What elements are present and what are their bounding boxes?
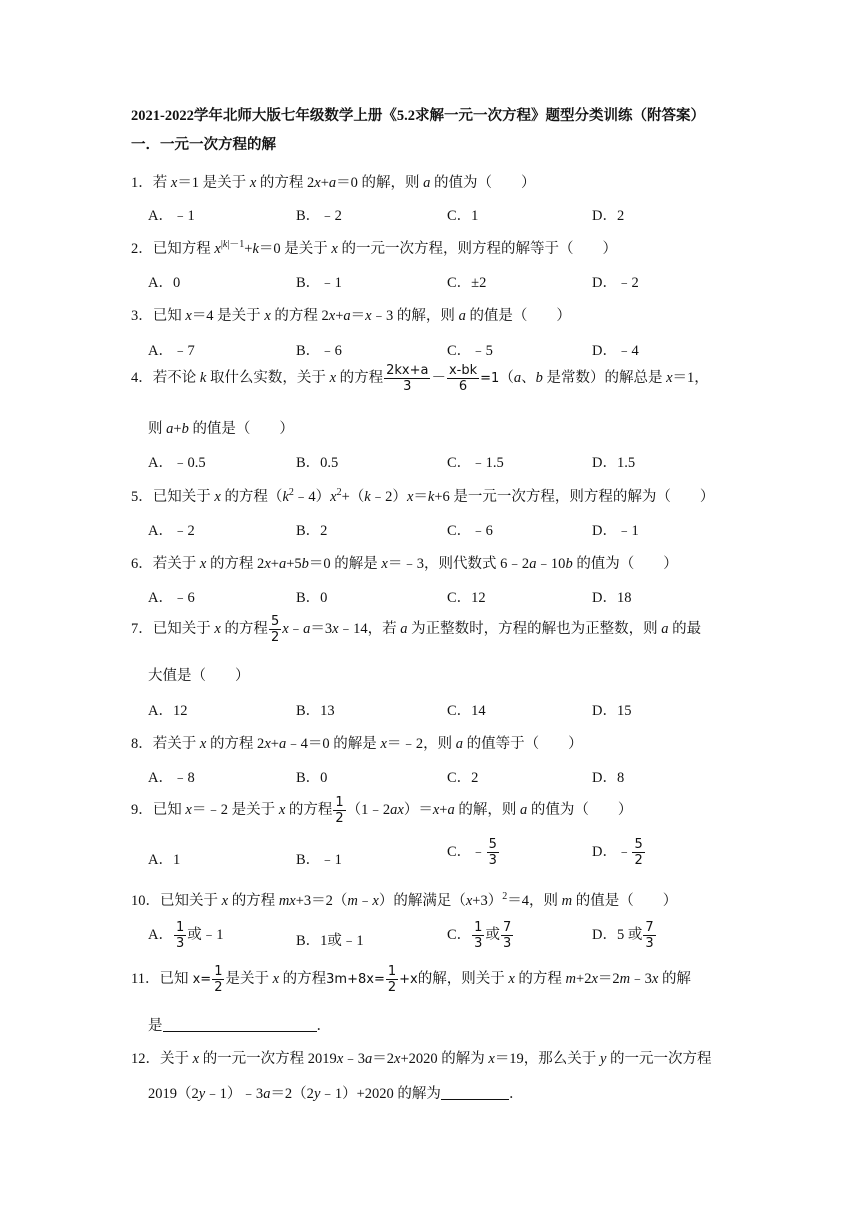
q5-option-a: A．﹣2 — [148, 523, 195, 539]
q4-fraction-1: $\frac{2kx+a}{3}$ — [386, 363, 429, 394]
q8-option-d: D．8 — [592, 770, 625, 786]
question-1: 1．若 x＝1 是关于 x 的方程 2x+a＝0 的解，则 a 的值为（ ） — [131, 175, 536, 191]
q6-option-c: C．12 — [447, 590, 486, 606]
q4-option-c: C．﹣1.5 — [447, 455, 504, 471]
q2-option-c: C．±2 — [447, 275, 487, 291]
question-5: 5．已知关于 x 的方程$(k^2﹣4)x^2+(k﹣2)x=k+6$ 是一元一次方程，则方程的解为（ ） — [131, 487, 715, 505]
q9-option-c: C．﹣ $\frac{5}{3}$ — [447, 837, 497, 868]
question-2: 2．已知方程 $x^{|k|-1}+k=0$ 是关于 x 的一元一次方程，则方程的解等于（ ） — [131, 239, 617, 257]
q5-option-b: B．2 — [296, 523, 328, 539]
question-12-continued: 2019（2y﹣1）﹣3a＝2（2y﹣1）+2020 的解为 ． — [148, 1086, 524, 1102]
question-3: 3．已知 x＝4 是关于 x 的方程 2x+a＝x﹣3 的解，则 a 的值是（ ） — [131, 308, 571, 324]
q6-option-d: D．18 — [592, 590, 632, 606]
q8-option-b: B．0 — [296, 770, 328, 786]
q2-option-b: B．﹣1 — [296, 275, 342, 291]
question-12: 12．关于 x 的一元一次方程 2019x﹣3a＝2x+2020 的解为 x＝19，那么关于 y 的一元一次方程 — [131, 1051, 712, 1067]
q6-option-b: B．0 — [296, 590, 328, 606]
q3-option-c: C．﹣5 — [447, 343, 493, 359]
answer-blank-11[interactable] — [163, 1019, 317, 1032]
q1-option-b: B．﹣2 — [296, 208, 342, 224]
question-7: 7．已知关于 x 的方程 $\frac{5}{2}$ x﹣a＝3x﹣14，若 a 为正整数时，方程的解也为正整数，则 a 的最 — [131, 614, 702, 645]
q2-option-d: D．﹣2 — [592, 275, 639, 291]
q7-fraction: $\frac{5}{2}$ — [270, 614, 280, 645]
q1-option-a: A．﹣1 — [148, 208, 195, 224]
q1-option-c: C．1 — [447, 208, 479, 224]
q3-option-d: D．﹣4 — [592, 343, 639, 359]
q4-option-d: D．1.5 — [592, 455, 636, 471]
q1-option-d: D．2 — [592, 208, 625, 224]
section-heading: 一．一元一次方程的解 — [131, 137, 276, 153]
q3-option-a: A．﹣7 — [148, 343, 195, 359]
q9-fraction: $\frac{1}{2}$ — [335, 795, 344, 826]
q7-option-b: B．13 — [296, 703, 335, 719]
q4-option-b: B．0.5 — [296, 455, 339, 471]
q7-option-c: C．14 — [447, 703, 486, 719]
q9-option-b: B．﹣1 — [296, 852, 342, 868]
q10-option-b: B．1或﹣1 — [296, 933, 364, 949]
answer-blank-12[interactable] — [441, 1087, 509, 1100]
q8-option-c: C．2 — [447, 770, 479, 786]
q11-fraction-2: $\frac{1}{2}$ — [387, 964, 397, 995]
q9-option-d: D．﹣ $\frac{5}{2}$ — [592, 837, 643, 868]
question-4: 4．若不论 k 取什么实数，关于 x 的方程 $\frac{2kx+a}{3}$ － $\frac{x-bk}{6}$ =1（a、b 是常数）的解总是 x＝1， — [131, 363, 709, 394]
q3-option-b: B．﹣6 — [296, 343, 342, 359]
q11-fraction-1: $\frac{1}{2}$ — [214, 964, 223, 995]
q9-option-a: A．1 — [148, 852, 181, 868]
q5-option-c: C．﹣6 — [447, 523, 493, 539]
q10-option-d: D．5 或 $\frac{7}{3}$ — [592, 920, 654, 951]
q6-option-a: A．﹣6 — [148, 590, 195, 606]
q4-option-a: A．﹣0.5 — [148, 455, 206, 471]
question-8: 8．若关于 x 的方程 2x+a﹣4＝0 的解是 x＝﹣2，则 a 的值等于（ ） — [131, 736, 583, 752]
document-title: 2021-2022学年北师大版七年级数学上册《5.2求解一元一次方程》题型分类训练（附答案） — [131, 108, 705, 124]
q10-option-a: A． $\frac{1}{3}$ 或﹣1 — [148, 920, 224, 951]
q8-option-a: A．﹣8 — [148, 770, 195, 786]
question-7-continued: 大值是（ ） — [148, 668, 250, 684]
question-10: 10．已知关于 x 的方程 mx+3＝2（m﹣x）的解满足$(x+3)^2=4$，则 m 的值是（ ） — [131, 891, 678, 909]
question-9: 9．已知 x＝﹣2 是关于 x 的方程 $\frac{1}{2}$ （1﹣2ax）＝x+a 的解，则 a 的值为（ ） — [131, 795, 633, 826]
question-11-continued: 是 ． — [148, 1018, 331, 1034]
q4-fraction-2: $\frac{x-bk}{6}$ — [448, 363, 478, 394]
question-4-continued: 则 a+b 的值是（ ） — [148, 421, 294, 437]
q7-option-a: A．12 — [148, 703, 188, 719]
q7-option-d: D．15 — [592, 703, 632, 719]
question-6: 6．若关于 x 的方程 2x+a+5b＝0 的解是 x＝﹣3，则代数式 6﹣2a﹣10b 的值为（ ） — [131, 556, 678, 572]
q5-option-d: D．﹣1 — [592, 523, 639, 539]
question-11: 11．已知 x= $\frac{1}{2}$ 是关于 x 的方程3m+8x= $\frac{1}{2}$ +x的解，则关于 x 的方程 m+2x＝2m﹣3x 的解 — [131, 964, 691, 995]
q2-option-a: A．0 — [148, 275, 181, 291]
q10-option-c: C． $\frac{1}{3}$ 或 $\frac{7}{3}$ — [447, 920, 512, 951]
